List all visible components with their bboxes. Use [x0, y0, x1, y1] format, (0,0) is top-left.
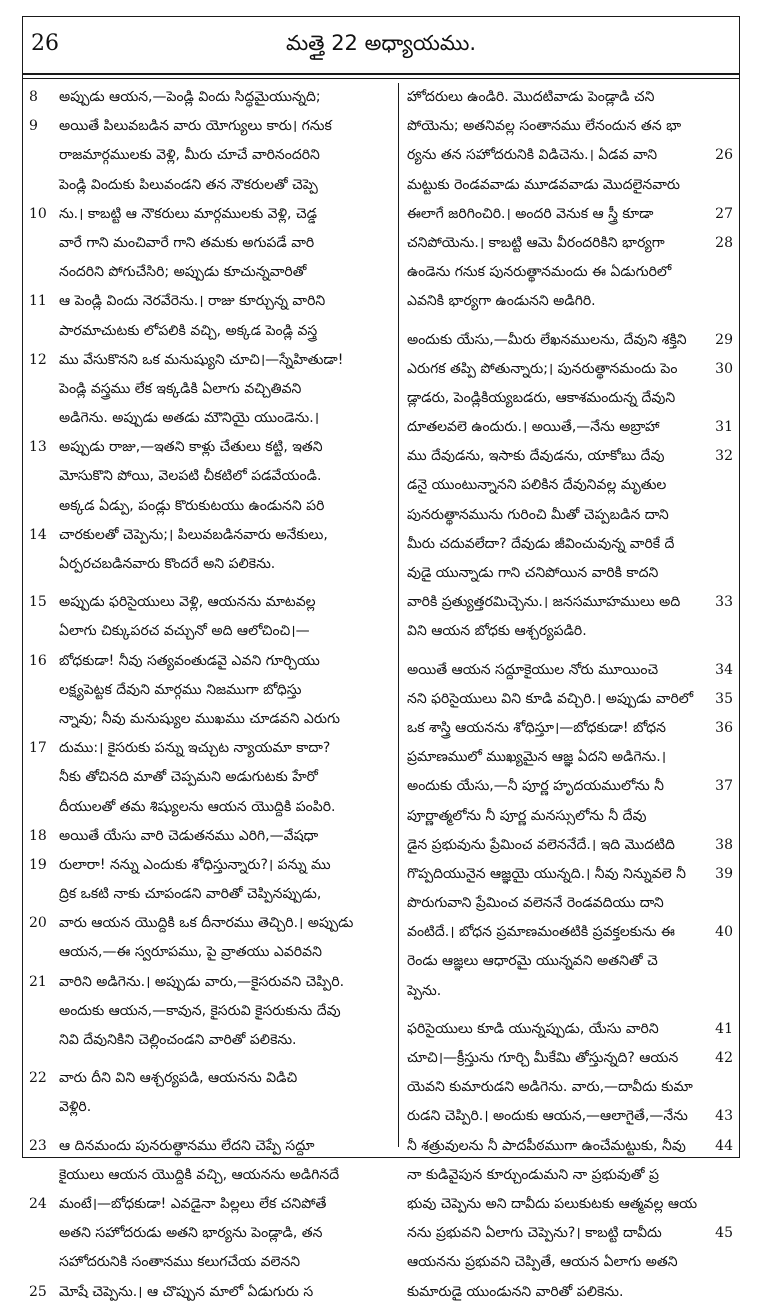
scripture-page [22, 16, 740, 1300]
verse-text: నను ప్రభువని ఏలాగు చెప్పెను?। కాబట్టి దావీదు [407, 1225, 662, 1242]
text-line [29, 997, 389, 1026]
text-line [29, 1064, 389, 1093]
text-line [407, 559, 733, 588]
verse-text: పెండ్లి విందుకు పిలువండని తన నౌకరులతో చెప్పె [59, 176, 318, 193]
paragraph [29, 1064, 389, 1122]
verse-text: ప్రమాణములో ముఖ్యమైన ఆజ్ఞ ఏదని అడిగెను.। [407, 749, 667, 766]
right-column [407, 83, 733, 1300]
text-line [29, 171, 389, 200]
verse-text: సహోదరునికి సంతానము కలుగచేయ వలెనని [59, 1254, 301, 1271]
text-line [407, 413, 733, 442]
verse-text: ఏలాగు చిక్కుపరచ వచ్చునో అది ఆలోచించి।— [59, 623, 310, 640]
paragraph [407, 1015, 733, 1307]
verse-text: ఆయనను ప్రభువని చెప్పితే, ఆయన ఏలాగు అతని [407, 1254, 678, 1271]
left-column [29, 83, 389, 1300]
verse-number: 14 [29, 526, 47, 543]
text-line [407, 1161, 733, 1190]
text-line [29, 521, 389, 550]
text-line [407, 1219, 733, 1248]
text-line [29, 141, 389, 170]
text-line [407, 1102, 733, 1131]
verse-number: 39 [715, 865, 733, 882]
verse-number: 18 [29, 827, 47, 844]
verse-text: డైన ప్రభువును ప్రేమించ వలెననేదే.। ఇది మొదటిది [407, 836, 675, 853]
verse-number: 23 [29, 1137, 47, 1154]
verse-text: రెండు ఆజ్ఞలు ఆధారమై యున్నవని అతనితో చె [407, 953, 658, 970]
text-line [407, 685, 733, 714]
text-line [29, 287, 389, 316]
verse-text: రుడని చెప్పిరి.। అందుకు ఆయన,—ఆలాగైతే,—నేను [407, 1108, 688, 1125]
verse-text: దీయులతో తమ శిష్యులను ఆయన యొద్దికి పంపిరి. [59, 798, 336, 815]
verse-number: 15 [29, 594, 47, 611]
paragraph [407, 83, 733, 317]
text-line [407, 530, 733, 559]
verse-number: 27 [715, 205, 733, 222]
verse-text: రాజమార్గములకు వెళ్లి, మీరు చూచే వారినందరిని [59, 147, 320, 164]
text-line [407, 83, 733, 112]
text-line [29, 83, 389, 112]
verse-number: 28 [715, 234, 733, 251]
verse-text: ప్పెను. [407, 982, 442, 999]
text-line [29, 734, 389, 763]
page-number: 26 [31, 31, 59, 56]
page-header [23, 17, 739, 75]
text-line [29, 1026, 389, 1055]
paragraph [29, 1132, 389, 1307]
verse-text: విని ఆయన బోధకు ఆశ్చర్యపడిరి. [407, 623, 587, 640]
verse-number: 38 [715, 836, 733, 853]
verse-number: 45 [715, 1225, 733, 1242]
verse-number: 12 [29, 351, 47, 368]
verse-text: వారు ఆయన యొద్దికి ఒక దీనారము తెచ్చిరి.। అప్పుడు [59, 915, 354, 932]
verse-text: డనై యుంటున్నానని పలికిన దేవునివల్ల మృతుల [407, 477, 667, 494]
text-line [29, 200, 389, 229]
text-line [407, 588, 733, 617]
text-line [29, 1093, 389, 1122]
text-line [407, 947, 733, 976]
verse-text: అందుకు యేసు,—నీ పూర్ణ హృదయములోను నీ [407, 778, 665, 795]
verse-text: మోషే చెప్పెను.। ఆ చొప్పున మాలో ఏడుగురు స [59, 1283, 314, 1300]
text-line [29, 617, 389, 646]
text-line [29, 793, 389, 822]
verse-number: 10 [29, 205, 47, 222]
text-line [407, 617, 733, 646]
verse-text: అందుకు ఆయన,—కావున, కైసరువి కైసరుకును దేవు [59, 1002, 341, 1019]
text-line [407, 918, 733, 947]
verse-text: మోసుకొని పోయి, వెలపటి చీకటిలో పడవేయండి. [59, 468, 322, 485]
text-line [29, 258, 389, 287]
text-line [407, 1278, 733, 1307]
verse-text: అడిగెను. అప్పుడు అతడు మౌనియై యుండెను.। [59, 410, 319, 427]
verse-text: అందుకు యేసు,—మీరు లేఖనములను, దేవుని శక్తిని [407, 331, 687, 348]
verse-number: 25 [29, 1283, 47, 1300]
verse-number: 16 [29, 652, 47, 669]
verse-text: ము దేవుడను, ఇసాకు దేవుడను, యాకోబు దేవు [407, 448, 665, 465]
text-line [407, 442, 733, 471]
verse-text: న్నావు; నీవు మనుష్యుల ముఖము చూడవని ఎరుగు [59, 710, 341, 727]
verse-text: కుమారుడై యుండునని వారితో పలికెను. [407, 1283, 624, 1300]
verse-text: చనిపోయెను.। కాబట్టి ఆమె వీరందరికిని భార్యగా [407, 234, 665, 251]
verse-text: నని ఫరిసైయులు విని కూడి వచ్చిరి.। అప్పుడు వారిలో [407, 690, 694, 707]
verse-text: నందరిని పోగుచేసిరి; అప్పుడు కూచున్నవారితో [59, 264, 307, 281]
text-line [407, 1132, 733, 1161]
verse-text: చారకులతో చెప్పెను;। పిలువబడినవారు అనేకులు, [59, 526, 328, 543]
text-line [407, 384, 733, 413]
verse-text: ఒక శాస్త్రి ఆయనను శోధిస్తూ।—బోధకుడా! బోధన [407, 719, 666, 736]
verse-text: వుడై యున్నాడు గాని చనిపోయిన వారికి కాదని [407, 565, 659, 581]
paragraph [29, 83, 389, 579]
verse-text: అయితే యేసు వారి చెడుతనము ఎరిగి,—వేషధా [59, 827, 319, 844]
text-line [407, 1044, 733, 1073]
text-line [407, 1015, 733, 1044]
verse-text: ఎరుగక తప్పి పోతున్నారు;। పునరుత్థానమందు పెం [407, 360, 678, 377]
text-line [407, 287, 733, 316]
verse-text: నీ శత్రువులను నీ పాదపీఠముగా ఉంచేమట్టుకు, నీవు [407, 1137, 686, 1154]
verse-text: ఆయన,—ఈ స్వరూపము, పై వ్రాతయు ఎవరివని [59, 944, 322, 961]
verse-number: 44 [715, 1137, 733, 1154]
text-line [407, 714, 733, 743]
text-line [407, 889, 733, 918]
text-line [407, 1073, 733, 1102]
verse-text: గొప్పదియునైన ఆజ్ఞయై యున్నది.। నీవు నిన్నువలె నీ [407, 865, 686, 882]
verse-text: మీరు చదువలేదా? దేవుడు జీవించువున్న వారికే దే [407, 535, 675, 552]
verse-number: 43 [715, 1108, 733, 1125]
verse-text: వారికి ప్రత్యుత్తరమిచ్చెను.। జనసమూహములు అది [407, 594, 681, 611]
verse-text: వారిని అడిగెను.। అప్పుడు వారు,—కైసరువని చెప్పిరి. [59, 973, 345, 990]
verse-text: అప్పుడు రాజు,—ఇతని కాళ్లు చేతులు కట్టి, ఇతని [59, 439, 323, 456]
text-line [407, 171, 733, 200]
text-line [29, 676, 389, 705]
text-line [29, 433, 389, 462]
text-line [29, 550, 389, 579]
verse-number: 9 [29, 118, 38, 135]
verse-number: 17 [29, 740, 47, 757]
text-line [407, 112, 733, 141]
text-line [29, 968, 389, 997]
text-line [407, 831, 733, 860]
text-line [407, 977, 733, 1006]
verse-number: 21 [29, 973, 47, 990]
verse-text: వారే గాని మంచివారే గాని తమకు అగుపడే వారి [59, 234, 315, 251]
verse-text: రులారా! నన్ను ఎందుకు శోధిస్తున్నారు?। పన్ను ము [59, 856, 331, 873]
verse-number: 22 [29, 1070, 47, 1087]
text-line [29, 375, 389, 404]
verse-number: 41 [715, 1020, 733, 1037]
paragraph [407, 326, 733, 647]
verse-text: హోదరులు ఉండిరి. మొదటివాడు పెండ్లాడి చని [407, 89, 655, 105]
verse-text: పొరుగువాని ప్రేమించ వలెననే రెండవదియు దాని [407, 895, 664, 912]
text-line [29, 317, 389, 346]
text-line [29, 404, 389, 433]
verse-number: 37 [715, 778, 733, 795]
verse-text: వెళ్లిరి. [59, 1099, 92, 1116]
paragraph [29, 588, 389, 1055]
verse-text: వారు దీని విని ఆశ్చర్యపడి, ఆయనను విడిచి [59, 1070, 298, 1087]
page-title: మత్తై 22 అధ్యాయము. [285, 31, 477, 55]
text-line [407, 656, 733, 685]
column-divider [398, 83, 399, 1147]
text-line [29, 851, 389, 880]
text-line [29, 909, 389, 938]
verse-text: దూతలవలె ఉందురు.। అయితే,—నేను అబ్రాహా [407, 419, 660, 436]
text-line [29, 1190, 389, 1219]
verse-number: 31 [715, 419, 733, 436]
verse-text: ద్రిక ఒకటి నాకు చూపండని వారితో చెప్పినప్పుడు, [59, 886, 322, 903]
verse-text: ఈలాగే జరిగించిరి.। అందరి వెనుక ఆ స్త్రీ కూడా [407, 205, 654, 222]
text-line [29, 647, 389, 676]
verse-text: పునరుత్థానమును గురించి మీతో చెప్పబడిన దాని [407, 506, 669, 523]
verse-text: నా కుడివైపున కూర్చుండుమని నా ప్రభువుతో ప్ర [407, 1166, 659, 1183]
verse-text: యెవని కుమారుడని అడిగెను. వారు,—దావీదు కుమా [407, 1079, 693, 1096]
text-line [407, 772, 733, 801]
text-line [29, 346, 389, 375]
text-line [407, 860, 733, 889]
verse-text: ఆ పెండ్లి విందు నెరవేరెను.। రాజు కూర్చున్న వారిని [59, 293, 326, 310]
text-line [29, 462, 389, 491]
text-line [407, 743, 733, 772]
verse-text: ఎవనికి భార్యగా ఉండునని అడిగిరి. [407, 293, 596, 310]
text-line [407, 229, 733, 258]
verse-number: 13 [29, 439, 47, 456]
verse-number: 32 [715, 448, 733, 465]
text-line [407, 258, 733, 287]
verse-text: పోయెను; అతనివల్ల సంతానము లేనందున తన భా [407, 118, 682, 135]
verse-text: చూచి।—క్రీస్తును గూర్చి మీకేమి తోస్తున్నది? ఆయన [407, 1050, 679, 1066]
verse-text: బోధకుడా! నీవు సత్యవంతుడవై ఎవని గూర్చియు [59, 652, 320, 669]
text-line [29, 588, 389, 617]
verse-text: దుము:। కైసరుకు పన్ను ఇచ్చుట న్యాయమా కాదా? [59, 740, 331, 757]
verse-text: వంటిదే.। బోధన ప్రమాణమంతటికి ప్రవక్తలకును ఈ [407, 924, 675, 941]
verse-number: 33 [715, 594, 733, 611]
text-line [407, 200, 733, 229]
verse-text: అతని సహోదరుడు అతని భార్యను పెండ్లాడి, తన [59, 1225, 323, 1242]
verse-text: మట్టుకు రెండవవాడు మూడవవాడు మొదలైనవారు [407, 176, 681, 193]
verse-number: 19 [29, 856, 47, 873]
text-line [29, 229, 389, 258]
header-rule [23, 78, 739, 79]
text-line [29, 1161, 389, 1190]
text-line [407, 355, 733, 384]
text-line [29, 880, 389, 909]
verse-text: అయితే ఆయన సద్దూకైయుల నోరు మూయించె [407, 661, 659, 678]
verse-text: నీకు తోచినది మాతో చెప్పమని అడుగుటకు హేరో [59, 769, 318, 786]
text-line [407, 471, 733, 500]
verse-text: మంటే।—బోధకుడా! ఎవడైనా పిల్లలు లేక చనిపోతే [59, 1195, 327, 1212]
verse-text: ఆ దినమందు పునరుత్థానము లేదని చెప్పే సద్దూ [59, 1137, 315, 1154]
text-line [407, 1248, 733, 1277]
verse-text: ఫరిసైయులు కూడి యున్నప్పుడు, యేసు వారిని [407, 1020, 659, 1037]
verse-text: డ్లాడరు, పెండ్లికియ్యబడరు, ఆకాశమందున్న దేవుని [407, 389, 676, 406]
text-line [29, 938, 389, 967]
verse-text: ను.। కాబట్టి ఆ నౌకరులు మార్గములకు వెళ్లి, చెడ్డ [59, 205, 317, 222]
text-line [29, 1219, 389, 1248]
verse-text: భువు చెప్పెను అని దావీదు పలుకుటకు ఆత్మవల్ల ఆయ [407, 1195, 698, 1212]
verse-number: 30 [715, 360, 733, 377]
paragraph [407, 656, 733, 1006]
verse-number: 8 [29, 89, 38, 105]
text-line [407, 1190, 733, 1219]
verse-number: 40 [715, 924, 733, 941]
text-line [29, 763, 389, 792]
text-line [29, 705, 389, 734]
verse-number: 11 [29, 293, 47, 310]
text-line [29, 822, 389, 851]
verse-text: అప్పుడు ఆయన,—పెండ్లి విందు సిద్ధమైయున్నది; [59, 89, 321, 105]
verse-number: 36 [715, 719, 733, 736]
text-line [407, 802, 733, 831]
text-line [407, 501, 733, 530]
verse-number: 34 [715, 661, 733, 678]
verse-number: 24 [29, 1195, 47, 1212]
verse-number: 29 [715, 331, 733, 348]
text-line [29, 1132, 389, 1161]
verse-text: కైయులు ఆయన యొద్దికి వచ్చి, ఆయనను అడిగినదే [59, 1166, 340, 1183]
verse-number: 35 [715, 690, 733, 707]
verse-text: ఉండెను గనుక పునరుత్థానమందు ఈ ఏడుగురిలో [407, 264, 672, 281]
text-line [29, 112, 389, 141]
verse-text: అయితే పిలువబడిన వారు యోగ్యులు కారు। గనుక [59, 118, 332, 135]
verse-number: 20 [29, 915, 47, 932]
verse-number: 42 [715, 1050, 733, 1066]
verse-text: ఏర్పరచబడినవారు కొందరే అని పలికెను. [59, 556, 276, 572]
verse-text: పెండ్లి వస్త్రము లేక ఇక్కడికి ఏలాగు వచ్చితివని [59, 380, 302, 397]
verse-text: లక్ష్యపెట్టక దేవుని మార్గము నిజముగా బోధిస్తు [59, 681, 302, 698]
verse-text: అప్పుడు ఫరిసైయులు వెళ్లి, ఆయనను మాటవల్ల [59, 594, 316, 611]
verse-text: ర్యను తన సహోదరునికి విడిచెను.। ఏడవ వాని [407, 147, 658, 164]
verse-text: పూర్ణాత్మలోను నీ పూర్ణ మనస్సులోను నీ దేవు [407, 807, 647, 824]
verse-text: ము వేసుకొనని ఒక మనుష్యుని చూచి।—స్నేహితుడా! [59, 351, 344, 368]
text-line [29, 1278, 389, 1307]
text-line [29, 1248, 389, 1277]
verse-text: పారమాచుటకు లోపలికి వచ్చి, అక్కడ పెండ్లి వస్త్ర [59, 322, 318, 339]
text-line [407, 326, 733, 355]
text-line [29, 492, 389, 521]
verse-text: నివి దేవునికిని చెల్లించండని వారితో పలికెను. [59, 1032, 297, 1048]
verse-number: 26 [715, 147, 733, 164]
verse-text: అక్కడ ఏడ్పు, పండ్లు కొరుకుటయు ఉండునని పరి [59, 497, 325, 514]
text-line [407, 141, 733, 170]
